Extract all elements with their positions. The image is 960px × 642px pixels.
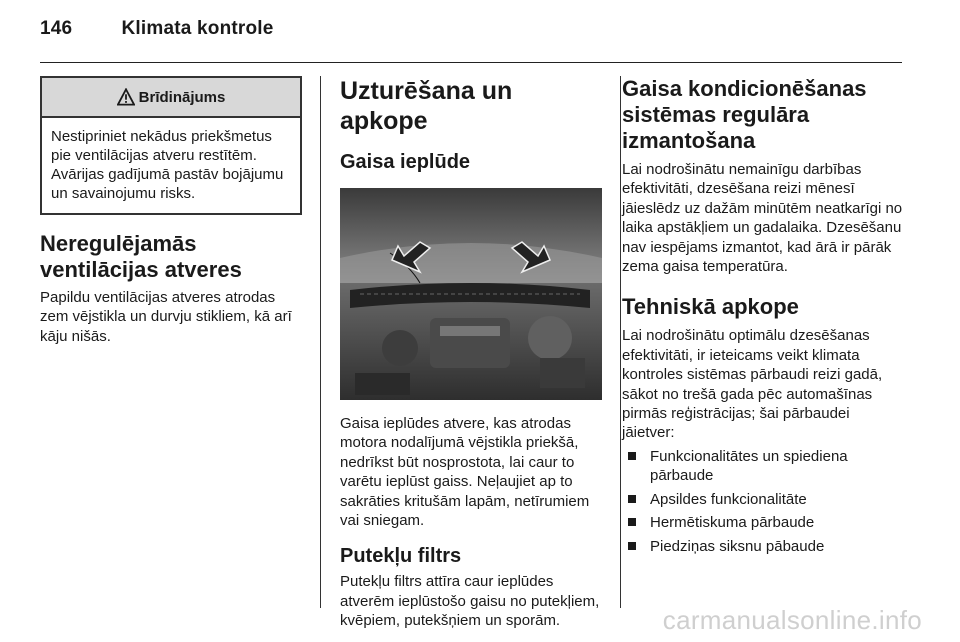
vents-paragraph: Papildu ventilācijas atveres atrodas zem vējstikla un durvju stikliem, kā arī kāju nišās. [40,289,292,345]
section-heading-service: Tehniskā apkope [622,294,799,320]
air-intake-paragraph: Gaisa ieplūdes atvere, kas atrodas motora nodalījumā vējstikla priekšā, nedrīkst būt nosprostota, lai caur to varētu ieplūst gaiss. Neļaujiet ap to sakrāties kritušām lapām, netīrumiem vai sniegam. [340,415,590,530]
list-item: Apsildes funkcionalitāte [622,490,904,509]
column-1 [40,76,302,346]
warning-text: Nestipriniet nekādus priekšmetus pie ventilācijas atveru restītēm. Avārijas gadījumā pastāv bojājumu un savainojumu risks. [51,128,284,202]
main-heading-maintenance: Uzturēšana un apkope [340,77,513,135]
dust-filter-paragraph: Putekļu filtrs attīra caur ieplūdes atverēm ieplūstošo gaisu no putekļiem, kvēpiem, putekšņiem un sporām. [340,573,600,630]
bullet-square-icon [628,495,636,503]
service-checklist [622,447,904,556]
list-item: Piedziņas siksnu pābaude [622,537,904,556]
list-item: Hermētiskuma pārbaude [622,513,904,532]
page-number: 146 [40,18,73,39]
warning-triangle-icon [117,88,135,106]
subheading-air-intake: Gaisa ieplūde [340,151,471,173]
engine-bay-photo [340,188,602,400]
column-divider-2 [620,76,621,608]
subheading-dust-filter: Putekļu filtrs [340,545,462,568]
warning-heading: Brīdinājums [138,88,226,106]
bullet-square-icon [628,452,636,460]
column-3 [622,76,904,560]
page-header [40,18,274,40]
column-2 [340,76,602,631]
chapter-title: Klimata kontrole [121,18,274,39]
bullet-square-icon [628,542,636,550]
list-item: Funkcionalitātes un spiediena pārbaude [622,447,904,486]
ac-usage-paragraph: Lai nodrošinātu nemainīgu darbības efektivitāti, dzesēšana reizi mēnesī jāieslēdz uz dažām minūtēm neatkarīgi no laika apstākļiem un gadalaika. Dzesēšanu nav iespējams izmantot, kad ārā ir pārāk zema gaisa temperatūra. [622,161,903,276]
watermark: carmanualsonline.info [662,605,922,635]
section-heading-vents: Neregulējamās ventilācijas atveres [40,231,242,282]
bullet-square-icon [628,518,636,526]
section-heading-ac-usage: Gaisa kondicionēšanas sistēmas regulāra izmantošana [622,76,867,153]
warning-header [42,78,300,118]
service-paragraph: Lai nodrošinātu optimālu dzesēšanas efektivitāti, ir ieteicams veikt klimata kontroles sistēmas pārbaudi reizi gadā, sākot no trešā gada pēc automašīnas pirmās reģistrācijas; šai pārbaudei jāietver: [622,327,883,442]
header-rule [40,62,902,63]
warning-box [40,76,302,215]
column-divider-1 [320,76,321,608]
